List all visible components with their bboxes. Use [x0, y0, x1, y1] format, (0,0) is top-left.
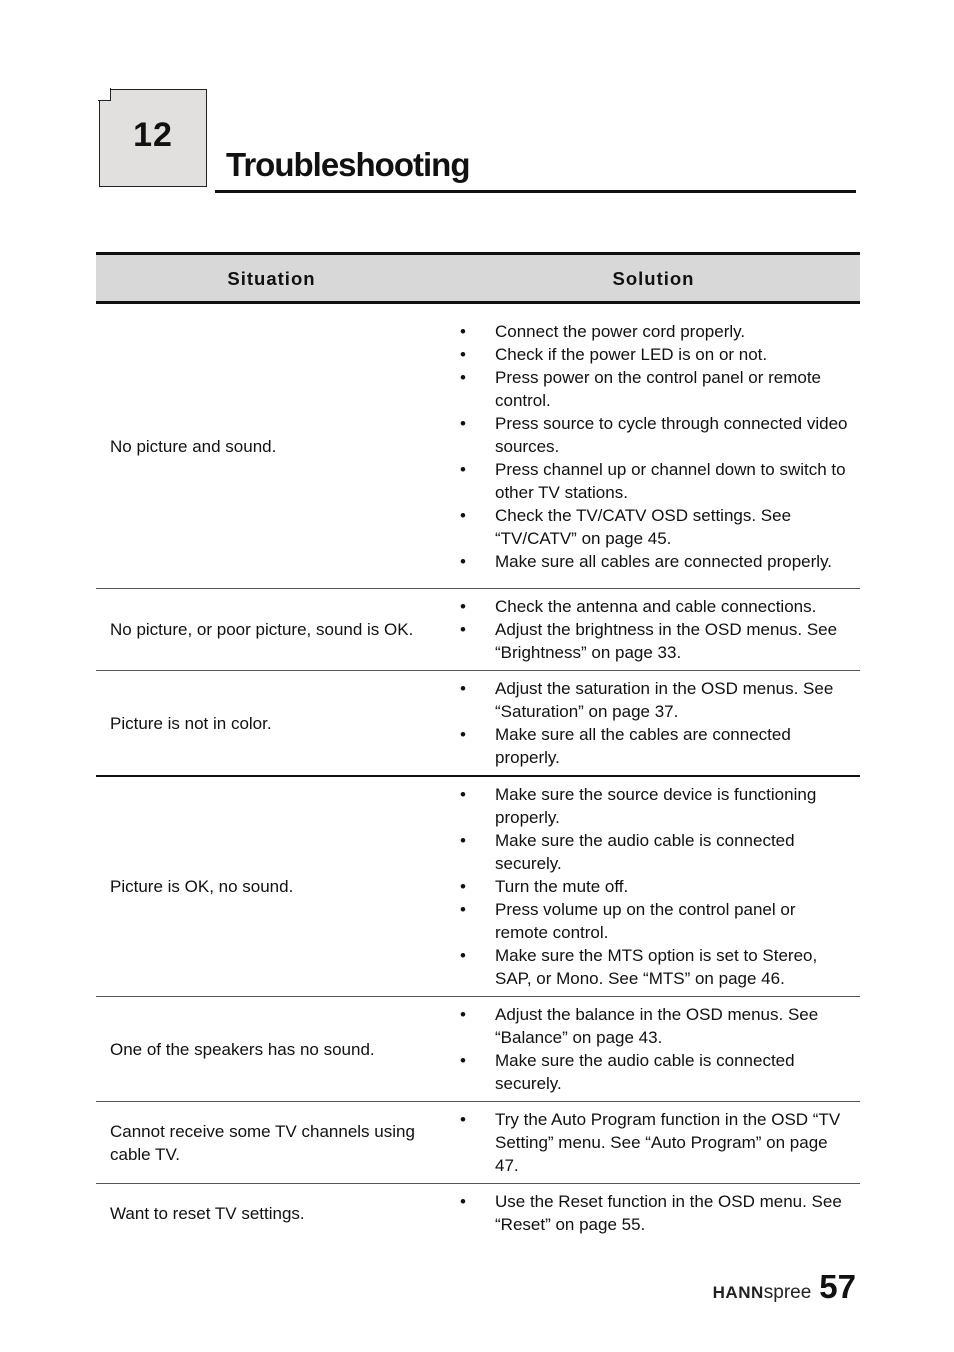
page-footer: [713, 1268, 856, 1306]
situation-cell: No picture and sound.: [96, 303, 447, 589]
table-row: [96, 671, 860, 777]
situation-cell: One of the speakers has no sound.: [96, 997, 447, 1102]
situation-header: Situation: [96, 254, 447, 303]
title-underline: [215, 190, 856, 193]
solution-item: • Adjust the saturation in the OSD menus. See “Saturation” on page 37.: [447, 677, 848, 723]
situation-cell: Want to reset TV settings.: [110, 1203, 305, 1223]
solution-item: • Press channel up or channel down to switch to other TV stations.: [447, 458, 848, 504]
solution-item: • Adjust the brightness in the OSD menus. See “Brightness” on page 33.: [447, 618, 848, 664]
solution-item: • Turn the mute off.: [447, 875, 848, 898]
solution-item: • Adjust the balance in the OSD menus. See “Balance” on page 43.: [447, 1003, 848, 1049]
solution-item: • Make sure the audio cable is connected securely.: [447, 1049, 848, 1095]
chapter-box-corner-notch: [98, 88, 111, 101]
solution-item: • Make sure the source device is functioning properly.: [447, 783, 848, 829]
solution-item: • Press volume up on the control panel or remote control.: [447, 898, 848, 944]
solution-item: • Try the Auto Program function in the OSD “TV Setting” menu. See “Auto Program” on page 47.: [447, 1108, 848, 1177]
solution-item: • Make sure all cables are connected properly.: [447, 550, 848, 573]
solution-item: • Check the antenna and cable connections.: [447, 595, 848, 618]
solution-cell: [447, 589, 860, 671]
page-title: Troubleshooting: [226, 146, 470, 183]
situation-cell: Picture is not in color.: [96, 671, 447, 777]
table-row: [96, 1102, 860, 1184]
solution-cell: [447, 776, 860, 997]
brand-logo-bold: HANN: [712, 1283, 764, 1302]
solution-item: • Make sure the MTS option is set to Stereo, SAP, or Mono. See “MTS” on page 46.: [447, 944, 848, 990]
chapter-number-box: [99, 89, 207, 187]
situation-cell: Picture is OK, no sound.: [96, 776, 447, 997]
solution-cell: [447, 997, 860, 1102]
solution-item: • Check the TV/CATV OSD settings. See “TV/CATV” on page 45.: [447, 504, 848, 550]
table-row: [96, 997, 860, 1102]
solution-item: • Press source to cycle through connected video sources.: [447, 412, 848, 458]
solution-cell: [447, 671, 860, 777]
solution-item: • Connect the power cord properly.: [447, 320, 848, 343]
solution-cell: [447, 1184, 860, 1243]
solution-item: • Press power on the control panel or remote control.: [447, 366, 848, 412]
solution-item: • Make sure all the cables are connected properly.: [447, 723, 848, 769]
chapter-number: 12: [133, 116, 173, 154]
solution-cell: [447, 303, 860, 589]
solution-header: Solution: [447, 254, 860, 303]
situation-cell: Cannot receive some TV channels using cable TV.: [96, 1102, 447, 1184]
brand-logo-light: spree: [763, 1282, 812, 1303]
brand-logo: [713, 1282, 812, 1304]
solution-item: • Make sure the audio cable is connected securely.: [447, 829, 848, 875]
solution-item: • Check if the power LED is on or not.: [447, 343, 848, 366]
table-header-row: [96, 254, 860, 303]
table-row: [96, 589, 860, 671]
page-number: 57: [819, 1268, 856, 1305]
table-row: [96, 776, 860, 997]
situation-cell: No picture, or poor picture, sound is OK.: [96, 589, 447, 671]
table-row: [96, 303, 860, 589]
solution-cell: [447, 1102, 860, 1184]
troubleshooting-table: [96, 252, 860, 1242]
solution-item: • Use the Reset function in the OSD menu. See “Reset” on page 55.: [447, 1190, 848, 1236]
table-row: [96, 1184, 860, 1243]
